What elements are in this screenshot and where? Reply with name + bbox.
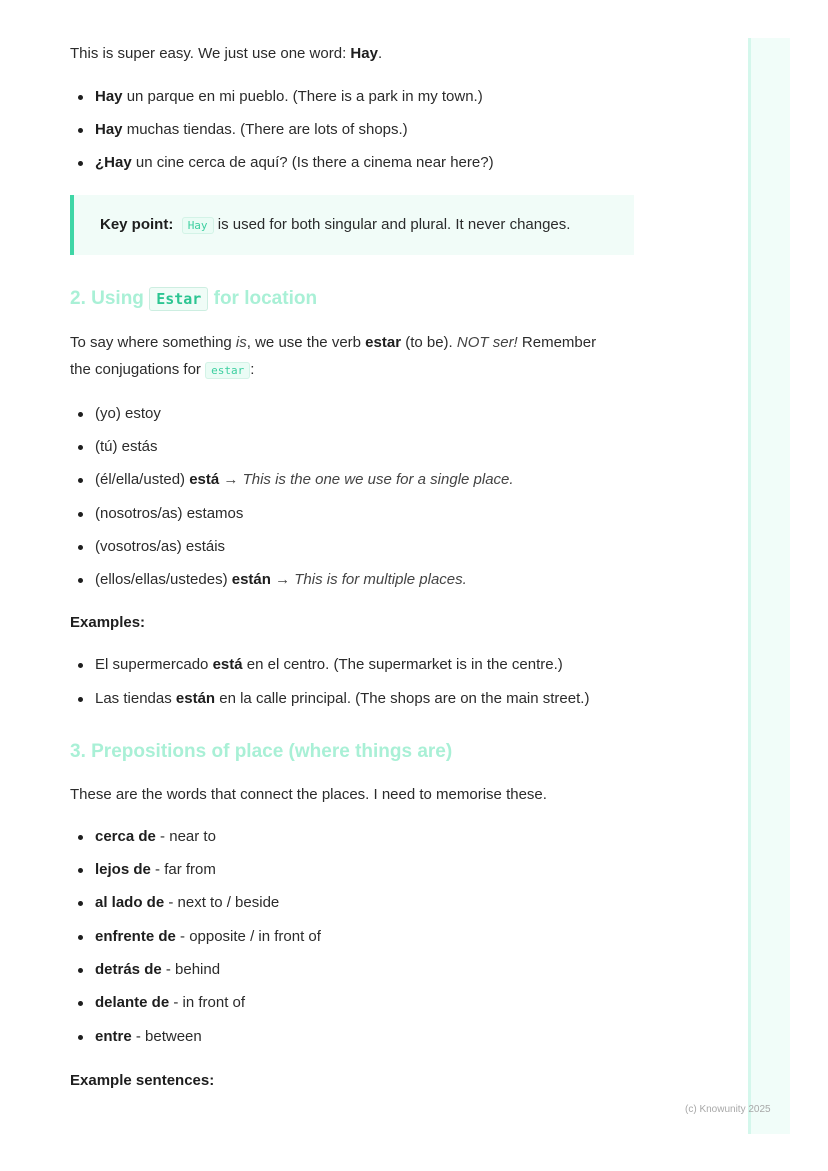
list-item: ¿Hay un cine cerca de aquí? (Is there a cinema near here?) bbox=[70, 153, 494, 173]
list-item: al lado de - next to / beside bbox=[70, 893, 279, 913]
key-point-label: Key point: bbox=[100, 216, 174, 233]
intro-end: . bbox=[377, 45, 383, 62]
inline-code: estar bbox=[205, 362, 250, 379]
inline-code: Hay bbox=[182, 217, 214, 234]
list-item: (él/ella/usted) está → This is the one we use for a single place. bbox=[70, 470, 514, 490]
section-heading: 2. Using Estar for location bbox=[70, 288, 318, 309]
list-item: (ellos/ellas/ustedes) están → This is for multiple places. bbox=[70, 570, 467, 590]
key-point-text: Key point: Hay is used for both singular and plural. It never changes. bbox=[100, 216, 571, 233]
list-item: cerca de - near to bbox=[70, 827, 216, 847]
list-item: El supermercado está en el centro. (The supermarket is in the centre.) bbox=[70, 655, 563, 675]
list-item: Las tiendas están en la calle principal. (The shops are on the main street.) bbox=[70, 689, 589, 709]
prep-intro: These are the words that connect the places. I need to memorise these. bbox=[70, 786, 547, 803]
estar-paragraph-line2: the conjugations for estar : bbox=[70, 361, 255, 378]
list-item: (vosotros/as) estáis bbox=[70, 537, 225, 557]
list-item: Hay muchas tiendas. (There are lots of shops.) bbox=[70, 120, 408, 140]
intro-word: Hay bbox=[350, 45, 378, 62]
list-item: (nosotros/as) estamos bbox=[70, 504, 243, 524]
key-point-callout bbox=[70, 195, 634, 255]
intro-text: This is super easy. We just use one word: bbox=[70, 45, 351, 62]
inline-code: Estar bbox=[149, 287, 208, 311]
section-heading: 3. Prepositions of place (where things are) bbox=[70, 741, 453, 762]
list-item: delante de - in front of bbox=[70, 993, 245, 1013]
list-item: Hay un parque en mi pueblo. (There is a park in my town.) bbox=[70, 87, 483, 107]
list-item: (tú) estás bbox=[70, 437, 158, 457]
list-item: detrás de - behind bbox=[70, 960, 220, 980]
examples-label: Examples: bbox=[70, 614, 146, 631]
example-sentences-label: Example sentences: bbox=[70, 1072, 215, 1089]
copyright-footer: (c) Knowunity 2025 bbox=[685, 1104, 771, 1115]
intro-paragraph bbox=[70, 40, 382, 67]
side-panel bbox=[748, 38, 790, 1134]
list-item: (yo) estoy bbox=[70, 404, 161, 424]
list-item: enfrente de - opposite / in front of bbox=[70, 927, 321, 947]
estar-paragraph: To say where something is, we use the verb estar (to be). NOT ser! Remember bbox=[70, 334, 597, 351]
list-item: lejos de - far from bbox=[70, 860, 216, 880]
list-item: entre - between bbox=[70, 1027, 202, 1047]
